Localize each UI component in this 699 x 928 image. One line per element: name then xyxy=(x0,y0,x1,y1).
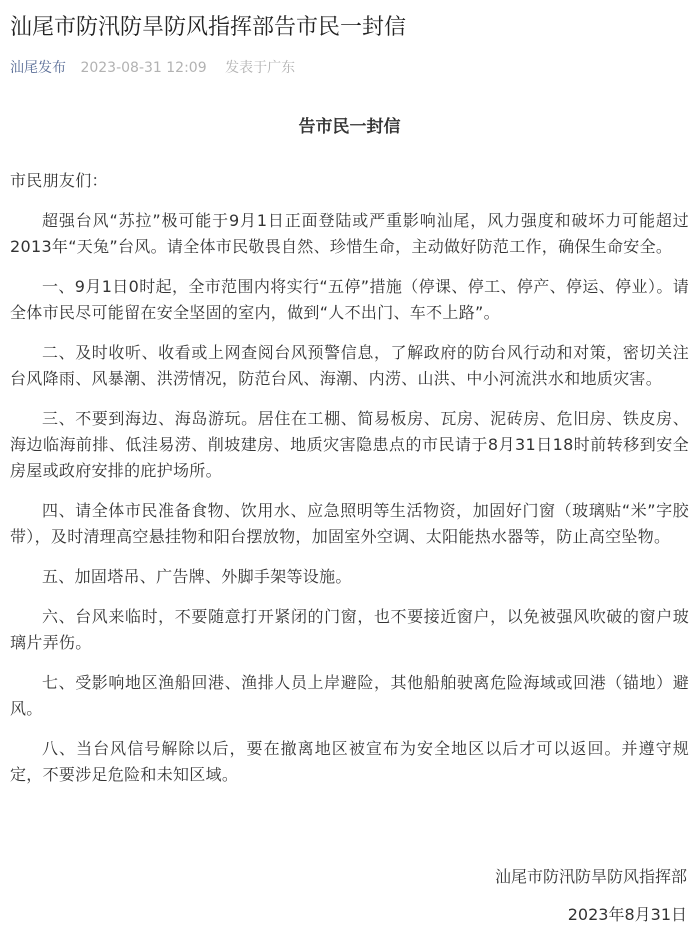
paragraph-item-3: 三、不要到海边、海岛游玩。居住在工棚、简易板房、瓦房、泥砖房、危旧房、铁皮房、海边临海前排、低洼易涝、削坡建房、地质灾害隐患点的市民请于8月31日18时前转移到安全房屋或政府安排的庇护场所。 xyxy=(10,409,689,480)
paragraph-intro: 超强台风“苏拉”极可能于9月1日正面登陆或严重影响汕尾，风力强度和破坏力可能超过2013年“天兔”台风。请全体市民敬畏自然、珍惜生命，主动做好防范工作，确保生命安全。 xyxy=(10,211,689,256)
publish-datetime: 2023-08-31 12:09 xyxy=(80,60,207,76)
paragraph-item-4: 四、请全体市民准备食物、饮用水、应急照明等生活物资，加固好门窗（玻璃贴“米”字胶带），及时清理高空悬挂物和阳台摆放物，加固室外空调、太阳能热水器等，防止高空坠物。 xyxy=(10,501,689,546)
letter-heading: 告市民一封信 xyxy=(298,117,401,137)
article-meta xyxy=(10,58,295,78)
author-link[interactable]: 汕尾发布 xyxy=(10,60,66,76)
paragraph-item-8: 八、当台风信号解除以后，要在撤离地区被宣布为安全地区以后才可以返回。并遵守规定，不要涉足危险和未知区域。 xyxy=(10,739,689,784)
letter-greeting: 市民朋友们： xyxy=(10,171,108,190)
paragraph-item-6: 六、台风来临时，不要随意打开紧闭的门窗，也不要接近窗户，以免被强风吹破的窗户玻璃片弄伤。 xyxy=(10,607,689,652)
paragraph-item-2: 二、及时收听、收看或上网查阅台风预警信息，了解政府的防台风行动和对策，密切关注台风降雨、风暴潮、洪涝情况，防范台风、海潮、内涝、山洪、中小河流洪水和地质灾害。 xyxy=(10,343,689,388)
paragraph-item-5: 五、加固塔吊、广告牌、外脚手架等设施。 xyxy=(42,567,352,586)
publish-location: 发表于广东 xyxy=(225,60,296,76)
signature-date: 2023年8月31日 xyxy=(567,905,687,924)
paragraph-item-7: 七、受影响地区渔船回港、渔排人员上岸避险，其他船舶驶离危险海域或回港（锚地）避风。 xyxy=(10,673,689,718)
letter-signature-block xyxy=(495,864,687,928)
letter-body xyxy=(10,168,689,802)
paragraph-item-1: 一、9月1日0时起，全市范围内将实行“五停”措施（停课、停工、停产、停运、停业）。请全体市民尽可能留在安全坚固的室内，做到“人不出门、车不上路”。 xyxy=(10,277,689,322)
signature-org: 汕尾市防汛防旱防风指挥部 xyxy=(494,867,687,886)
article-title: 汕尾市防汛防旱防风指挥部告市民一封信 xyxy=(10,15,407,40)
